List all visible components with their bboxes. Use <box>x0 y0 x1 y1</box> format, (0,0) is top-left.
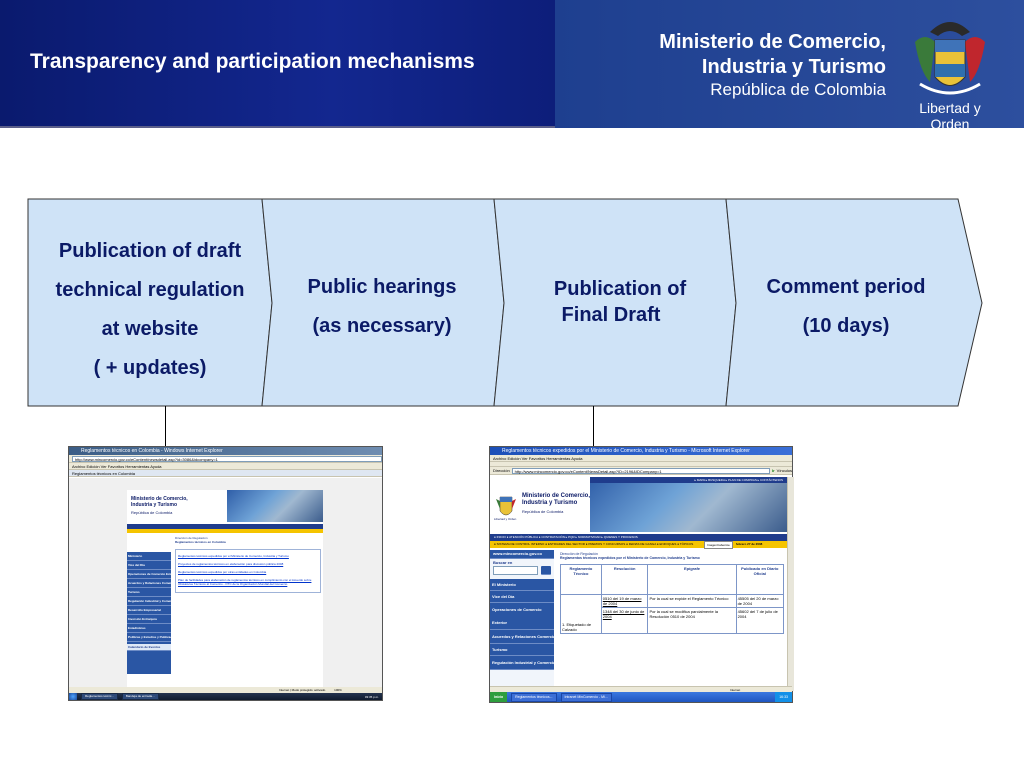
screenshot-draft-regulations <box>68 446 383 701</box>
connector-left <box>165 406 166 449</box>
site-nav[interactable]: ● INICIO ● ATENCIÓN PÚBLICA ● CONTRATACIÓN ▸ PQR ▸ NORMATIVIDAD ▸ QUIENES Y PROCESOS <box>490 534 787 541</box>
search-label: Buscar en <box>490 559 554 566</box>
process-flow <box>0 195 1024 410</box>
resolution-link[interactable]: 0510 del 19 de marzo de 2004 <box>601 595 648 608</box>
top-links[interactable]: ▸ MAPA ▸ BUSQUEDA ▸ PLAN DE COMPRAS ▸ CONTÁCTENOS <box>590 477 787 483</box>
side-menu-item[interactable]: Inversión Extranjera <box>127 615 171 624</box>
side-menu-item[interactable]: Turismo <box>490 644 554 656</box>
site-header-photo <box>590 477 787 532</box>
site-nav-secondary <box>127 529 323 533</box>
side-menu-item[interactable]: Acuerdos y Relaciones Comerciales <box>127 579 171 588</box>
address-bar <box>490 467 792 475</box>
taskbar-item[interactable]: Intranet MinComercio - Mi... <box>561 693 612 702</box>
menu-bar: Archivo Edición Ver Favoritos Herramientas Ayuda <box>490 455 792 462</box>
address-input[interactable]: http://www.mincomercio.gov.co/eContent/newsdetail.asp?id=3086&idcompany=1 <box>72 456 382 462</box>
secondary-nav-links[interactable]: ● SISTEMA DE CONTROL INTERNO ● ENTIDADES DEL SECTOR ● PREMIOS Y CONCURSOS ● FERIAS DE GANGA ● ENFOQUES ● TÓPICOS <box>494 542 694 546</box>
address-bar <box>69 455 382 463</box>
menu-bar: Archivo Edición Ver Favoritos Herramientas Ayuda <box>69 463 382 470</box>
search-row <box>490 566 554 575</box>
ministry-name-line2: Industria y Turismo <box>701 56 886 78</box>
resolution-link[interactable]: 1348 del 30 de junio de 2004 <box>601 608 648 634</box>
taskbar-item[interactable]: Reglamentos técnic... <box>81 693 118 700</box>
regulation-link[interactable]: Plan de facilidades para elaboración de reglamentos técnicos en cumplimiento con el Acuerdo sobre Obstáculos Técnicos al Comercio - OTC de la Organización Mundial del Comercio <box>178 578 312 586</box>
window-title-bar: Reglamentos técnicos expedidos por el Ministerio de Comercio, Industria y Turismo - Microsoft Internet Explorer <box>490 447 792 455</box>
side-menu-item[interactable]: Desarrollo Empresarial <box>127 606 171 615</box>
calendar-title: Calendario de Eventos <box>127 644 171 651</box>
image-caption: ImagenCabezote <box>704 541 733 549</box>
site-page <box>490 477 787 691</box>
start-button[interactable]: Inicio <box>490 692 507 702</box>
address-input[interactable]: http://www.mincomercio.gov.co/eContent/NewsDetail.asp?ID=2196&IDCompany=1 <box>512 468 770 474</box>
site-name: Ministerio de Comercio, Industria y Turismo <box>522 493 591 506</box>
page-content <box>175 536 321 656</box>
status-text: Internet <box>730 688 741 692</box>
site-url-badge: www.mincomercio.gov.co <box>490 550 554 559</box>
table-cell-regulation: 1. Etiquetado de Calzado <box>561 595 602 634</box>
page-heading: Reglamentos técnicos en Colombia <box>175 540 226 544</box>
regulation-link[interactable]: Reglamentos técnicos expedidos por otras entidades en Colombia <box>178 570 267 574</box>
page-heading: Reglamentos técnicos expedidos por el Ministerio de Comercio, Industria y Turismo <box>560 556 700 560</box>
step-2-label: Public hearings (as necessary) <box>307 276 457 337</box>
taskbar <box>490 692 792 702</box>
regulations-table <box>560 564 784 634</box>
site-motto: Libertad y Orden <box>494 517 517 521</box>
address-label: Dirección <box>493 467 510 473</box>
side-menu-item[interactable]: Vice del Día <box>127 561 171 570</box>
taskbar-item[interactable]: Reglamentos técnicos... <box>511 693 556 702</box>
column-header: Publicado en Diario Oficial <box>736 565 783 595</box>
taskbar <box>69 693 382 700</box>
start-orb-icon[interactable] <box>69 693 77 700</box>
section-title: Dirección de Regulación <box>175 536 208 540</box>
side-menu-item[interactable]: Acuerdos y Relaciones Comerciales <box>490 630 554 644</box>
page-content <box>560 552 784 690</box>
side-menu <box>490 550 561 691</box>
table-cell: Por la cual se modifica parcialmente la Resolución 0510 de 2004 <box>648 608 736 634</box>
step-4-label: Comment period (10 days) <box>766 276 926 337</box>
links-box <box>175 549 321 593</box>
search-input[interactable] <box>493 566 538 575</box>
table-header-row <box>561 565 784 595</box>
slide-title: Transparency and participation mechanisms <box>30 50 475 73</box>
side-menu-item[interactable]: El Ministerio <box>490 579 554 591</box>
taskbar-clock: 16:33 <box>775 692 792 702</box>
side-menu-item[interactable]: Regulación Industrial y Comercial <box>127 597 171 606</box>
taskbar-item[interactable]: Bandeja de entrada... <box>122 693 159 700</box>
ministry-country: República de Colombia <box>710 80 886 99</box>
step-1-label: Publication of draft technical regulation at website ( + updates) <box>55 240 245 379</box>
browser-tab[interactable]: Reglamentos técnicos en Colombia <box>69 470 382 477</box>
regulation-link[interactable]: Proyectos de reglamentos técnicos en elaboración para discusión pública 2008 <box>178 562 284 566</box>
screenshot-issued-regulations <box>489 446 793 703</box>
regulation-link[interactable]: Reglamentos técnicos expedidos por el Ministerio de Comercio, Industria y Turismo <box>178 554 289 558</box>
slide-header <box>0 0 1024 132</box>
side-menu <box>127 552 180 674</box>
table-row <box>561 595 784 608</box>
header-title-band <box>0 0 555 128</box>
table-cell: 45505 del 20 de marzo de 2004 <box>736 595 783 608</box>
column-header: Reglamento Técnico <box>561 565 602 595</box>
vertical-scrollbar[interactable] <box>787 477 794 691</box>
side-menu-item[interactable]: Regulación Industrial y Comercial <box>490 656 554 670</box>
side-menu-item[interactable]: Vice del Día <box>490 591 554 603</box>
side-menu-item[interactable]: Operaciones de Comercio Exterior <box>490 603 554 630</box>
connector-right <box>593 406 594 449</box>
page-viewport <box>69 478 382 692</box>
window-title-bar: Reglamentos técnicos en Colombia - Windows Internet Explorer <box>69 447 382 455</box>
go-button[interactable]: Ir <box>771 467 775 473</box>
side-menu-item[interactable]: Políticas y Estudios y Publicaciones <box>127 633 171 642</box>
side-menu-item[interactable]: Estadísticas <box>127 624 171 633</box>
site-header-photo <box>227 490 323 522</box>
links-label[interactable]: Vínculos <box>776 467 792 473</box>
page-date: febrero 27 de 2008 <box>736 542 763 546</box>
side-menu-item[interactable]: Ministerio <box>127 552 171 561</box>
column-header: Epígrafe <box>648 565 736 595</box>
status-text: Internet | Modo protegido: activado <box>279 688 326 692</box>
ministry-name <box>659 30 886 80</box>
crest-motto: Libertad y Orden <box>919 100 981 132</box>
section-title: Dirección de Regulación <box>560 552 598 556</box>
zoom-level[interactable]: 100% <box>334 688 342 692</box>
step-3-label: Publication of Final Draft <box>553 278 687 326</box>
search-icon[interactable] <box>541 566 551 575</box>
table-cell: 45602 del 7 de julio de 2004 <box>736 608 783 634</box>
taskbar-clock: 03:35 p.m. <box>364 694 379 699</box>
side-menu-item[interactable]: Turismo <box>127 588 171 597</box>
ministry-name-line1: Ministerio de Comercio, <box>659 31 886 53</box>
side-menu-item[interactable]: Operaciones de Comercio Exterior <box>127 570 171 579</box>
site-country: República de Colombia <box>131 510 173 515</box>
site-name: Ministerio de Comercio, Industria y Turismo <box>131 496 188 508</box>
table-cell: Por la cual se expide el Reglamento Técnico <box>648 595 736 608</box>
site-country: República de Colombia <box>522 509 564 514</box>
column-header: Resolución <box>601 565 648 595</box>
